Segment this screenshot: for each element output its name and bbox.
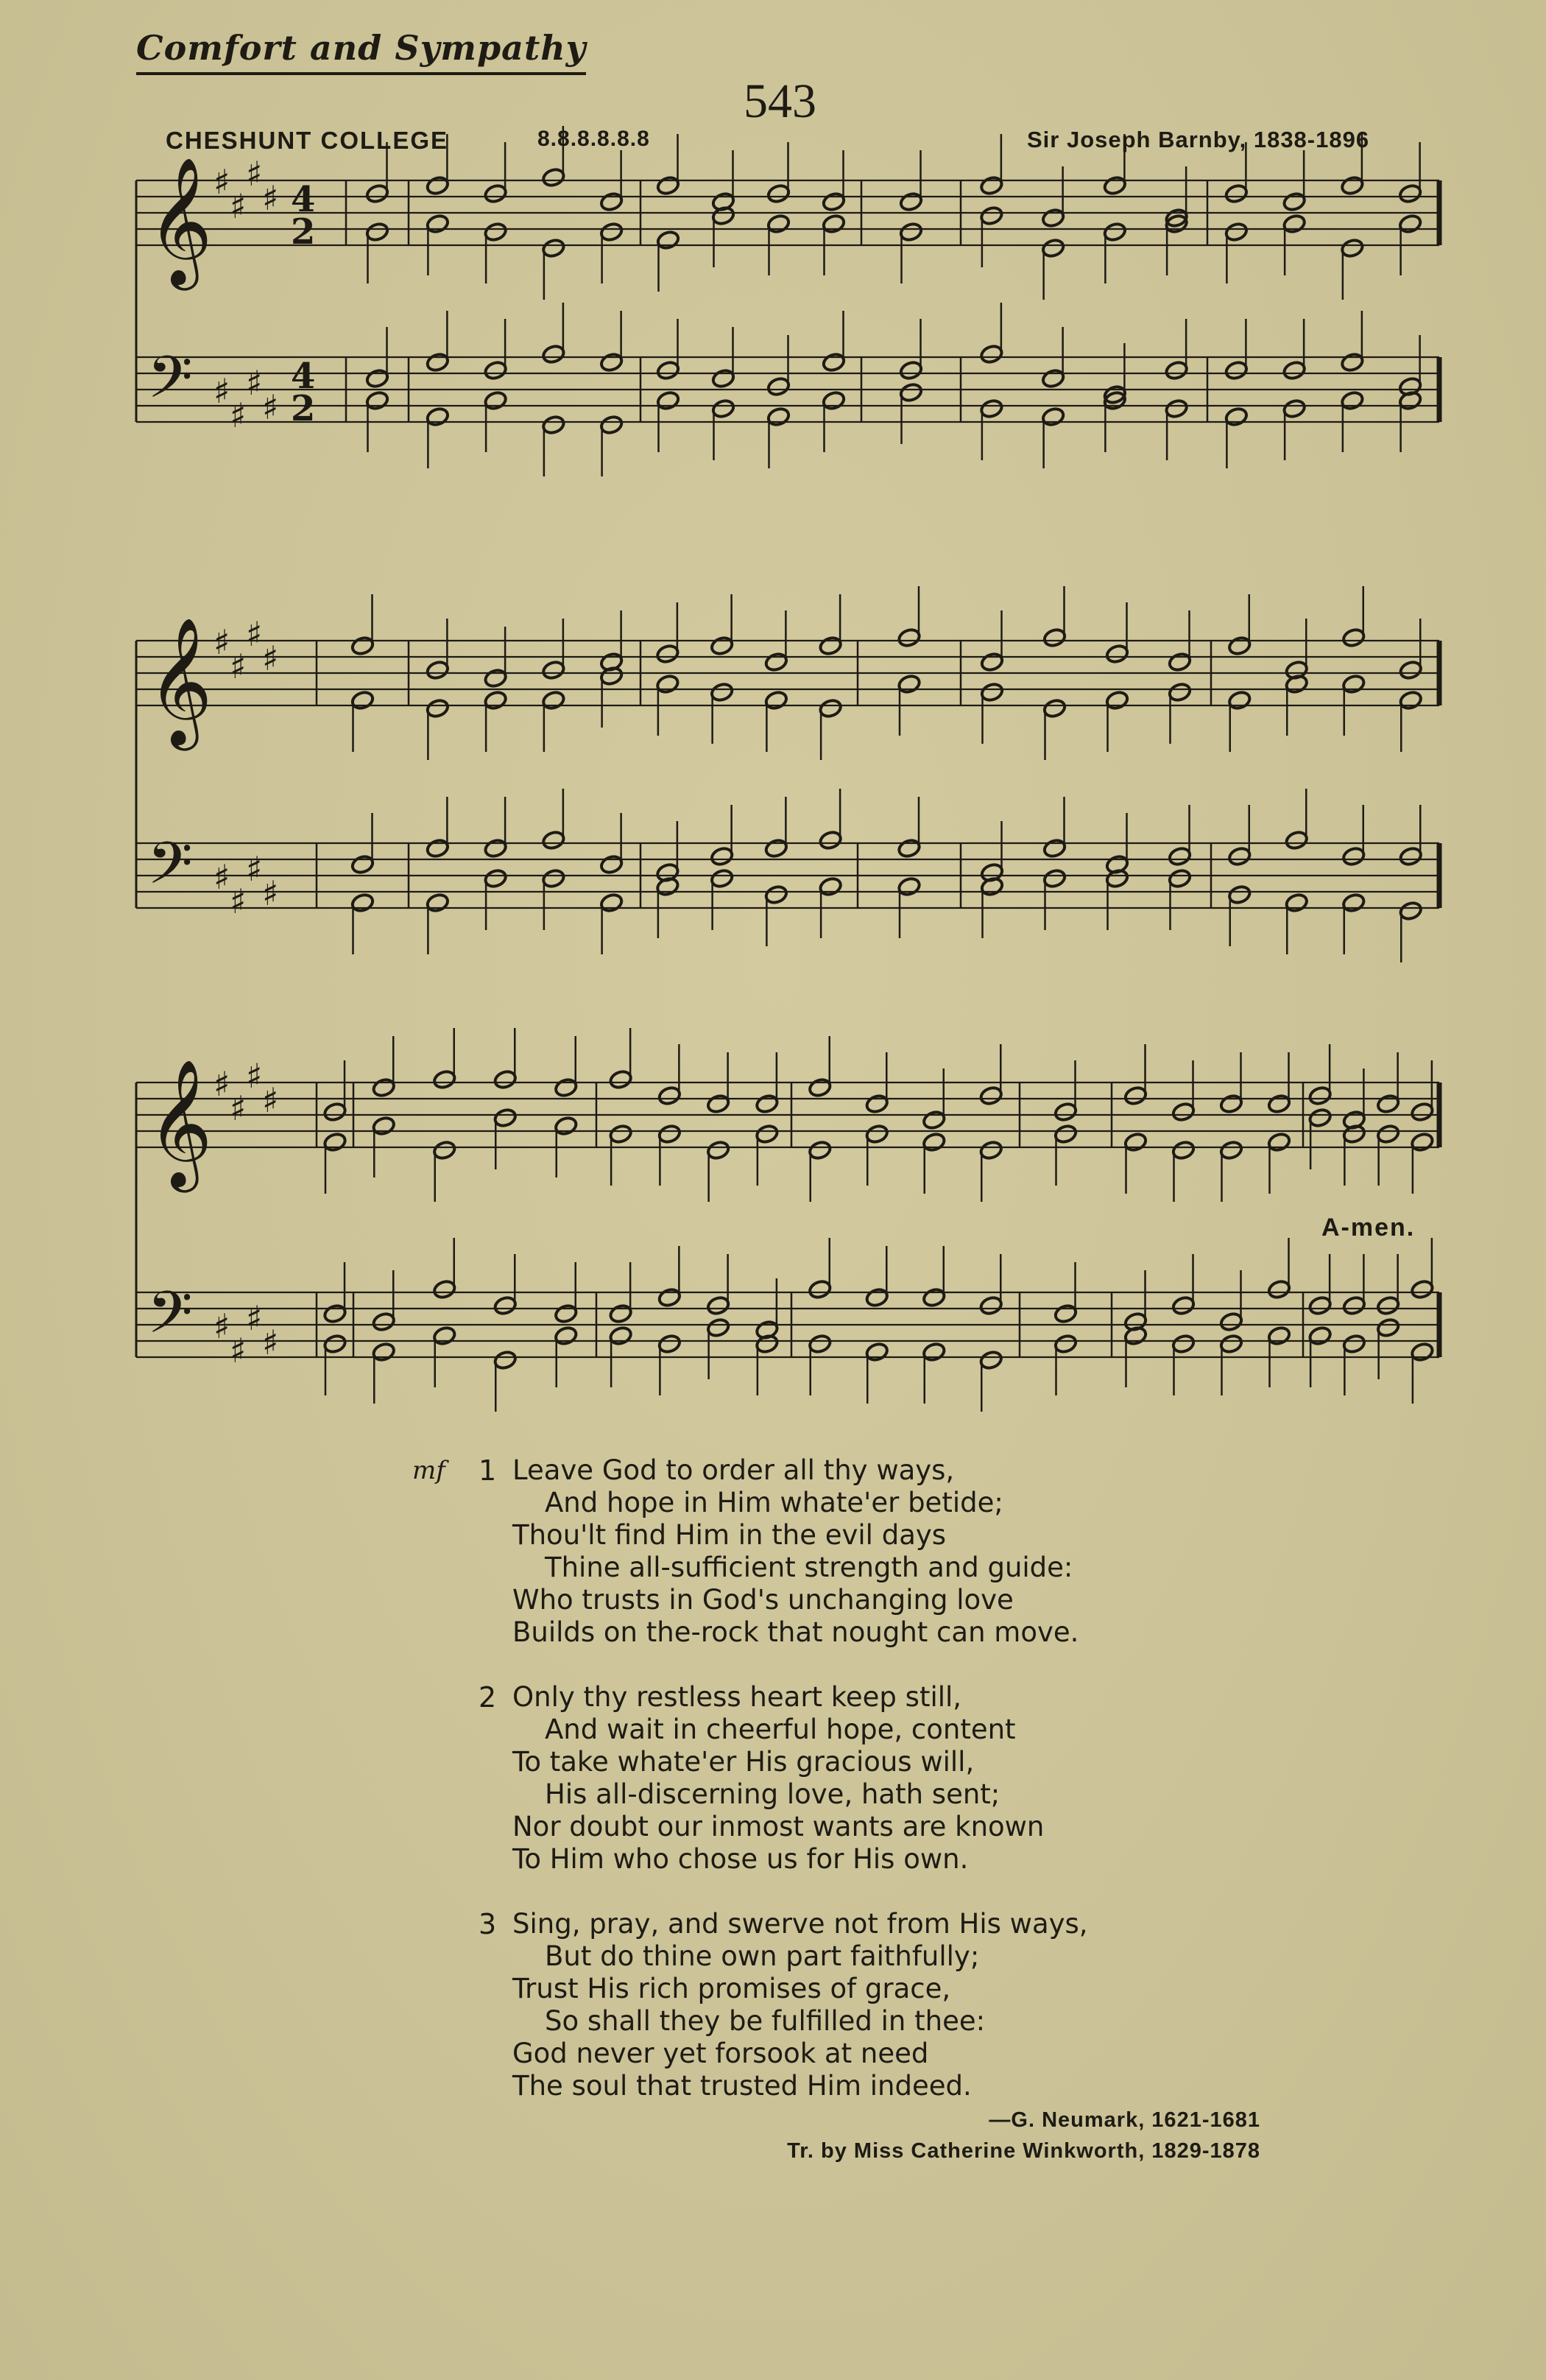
- bass-clef-glyph: 𝄢: [147, 343, 193, 426]
- note-head: [655, 674, 680, 694]
- composer: Sir Joseph Barnby, 1838-1896: [1027, 127, 1370, 152]
- sharp-glyph: ♯: [213, 857, 230, 897]
- note-head: [1103, 222, 1127, 242]
- note-head: [755, 1124, 779, 1144]
- note-head: [865, 1094, 889, 1114]
- note-head: [1282, 360, 1307, 381]
- note-head: [1105, 690, 1129, 711]
- note-head: [819, 876, 843, 897]
- note-head: [711, 368, 735, 389]
- note-head: [897, 674, 921, 694]
- note-head: [541, 830, 565, 851]
- verse-line: And hope in Him whate'er betide;: [545, 1487, 1003, 1518]
- note-head: [1267, 1279, 1291, 1300]
- note-head: [1041, 406, 1065, 427]
- note-head: [322, 1132, 347, 1152]
- sharp-glyph: ♯: [262, 387, 279, 427]
- note-head: [979, 398, 1003, 419]
- note-head: [766, 406, 791, 427]
- note-head: [922, 1342, 946, 1362]
- note-head: [484, 360, 508, 381]
- note-head: [808, 1279, 832, 1300]
- sharp-glyph: ♯: [262, 1080, 279, 1120]
- treble-clef-glyph: 𝄞: [147, 157, 213, 285]
- note-head: [808, 1334, 832, 1354]
- note-head: [365, 390, 389, 411]
- note-head: [432, 1279, 456, 1300]
- note-head: [865, 1342, 889, 1362]
- note-head: [493, 1069, 518, 1090]
- hymn-number: 543: [744, 74, 816, 128]
- note-head: [711, 398, 735, 419]
- time-signature-bottom: 2: [291, 388, 316, 429]
- note-head: [764, 690, 788, 711]
- time-signature-top: 4: [291, 356, 316, 397]
- note-head: [350, 892, 375, 913]
- note-head: [365, 222, 389, 242]
- note-head: [1376, 1295, 1400, 1316]
- sharp-glyph: ♯: [230, 395, 247, 435]
- note-head: [493, 1350, 518, 1370]
- note-head: [1398, 183, 1422, 204]
- note-head: [1308, 1108, 1333, 1128]
- note-head: [1042, 838, 1067, 859]
- note-head: [822, 191, 846, 212]
- sharp-glyph: ♯: [213, 162, 230, 202]
- note-head: [1042, 627, 1067, 648]
- note-head: [484, 690, 508, 711]
- note-head: [599, 415, 624, 435]
- note-head: [426, 892, 450, 913]
- note-head: [1341, 674, 1366, 694]
- note-head: [808, 1140, 832, 1161]
- note-head: [609, 1069, 633, 1090]
- note-head: [1123, 1085, 1148, 1106]
- note-head: [426, 175, 450, 196]
- verse-line: Sing, pray, and swerve not from His ways,: [512, 1908, 1088, 1940]
- note-head: [764, 884, 788, 905]
- note-head: [979, 1085, 1003, 1106]
- note-head: [1219, 1312, 1243, 1332]
- note-head: [1342, 1295, 1366, 1316]
- verse-line: Nor doubt our inmost wants are known: [512, 1811, 1045, 1842]
- note-head: [322, 1102, 347, 1122]
- verse-line: Trust His rich promises of grace,: [512, 1973, 951, 2004]
- note-head: [1340, 175, 1364, 196]
- note-head: [1308, 1295, 1333, 1316]
- verse-line: Who trusts in God's unchanging love: [512, 1584, 1014, 1616]
- note-head: [1171, 1140, 1196, 1161]
- note-head: [554, 1116, 578, 1136]
- note-head: [432, 1069, 456, 1090]
- sharp-glyph: ♯: [230, 647, 247, 686]
- note-head: [1053, 1334, 1078, 1354]
- note-head: [1285, 830, 1309, 851]
- note-head: [1340, 352, 1364, 373]
- amen-label: A-men.: [1321, 1214, 1416, 1242]
- note-head: [1410, 1132, 1434, 1152]
- note-head: [541, 868, 565, 889]
- note-head: [706, 1295, 730, 1316]
- note-head: [657, 1287, 682, 1308]
- sharp-glyph: ♯: [230, 881, 247, 921]
- verse-line: Only thy restless heart keep still,: [512, 1681, 962, 1713]
- translator-credit: Tr. by Miss Catherine Winkworth, 1829-1878: [787, 2139, 1260, 2163]
- note-head: [493, 1295, 518, 1316]
- note-head: [426, 214, 450, 234]
- note-head: [1410, 1279, 1434, 1300]
- note-head: [599, 352, 624, 373]
- verse-line: The soul that trusted Him indeed.: [512, 2070, 972, 2102]
- note-head: [541, 167, 565, 188]
- sharp-glyph: ♯: [213, 1064, 230, 1104]
- bass-clef-glyph: 𝄢: [147, 829, 193, 912]
- sharp-glyph: ♯: [246, 154, 263, 194]
- note-head: [599, 854, 624, 875]
- note-head: [484, 868, 508, 889]
- note-head: [1227, 846, 1252, 867]
- note-head: [764, 838, 788, 859]
- author-credit: —G. Neumark, 1621-1681: [989, 2108, 1260, 2132]
- note-head: [365, 368, 389, 389]
- note-head: [766, 376, 791, 397]
- note-head: [656, 175, 680, 196]
- note-head: [609, 1303, 633, 1324]
- note-head: [897, 627, 921, 648]
- note-head: [1282, 398, 1307, 419]
- note-head: [980, 682, 1004, 703]
- note-head: [1308, 1085, 1333, 1106]
- note-head: [656, 360, 680, 381]
- note-head: [808, 1077, 832, 1098]
- verse-line: And wait in cheerful hope, content: [545, 1714, 1016, 1745]
- note-head: [1168, 682, 1192, 703]
- note-head: [554, 1325, 578, 1346]
- note-head: [1341, 892, 1366, 913]
- note-head: [1399, 846, 1423, 867]
- note-head: [1219, 1140, 1243, 1161]
- note-head: [541, 344, 565, 365]
- credits: [648, 2108, 1260, 2170]
- note-head: [922, 1132, 946, 1152]
- note-head: [541, 690, 565, 711]
- note-head: [1340, 238, 1364, 258]
- note-head: [1168, 846, 1192, 867]
- note-head: [822, 390, 846, 411]
- verse-line: Thine all-sufficient strength and guide:: [545, 1552, 1073, 1583]
- note-head: [426, 406, 450, 427]
- note-head: [432, 1325, 456, 1346]
- dynamic-mark: mf: [412, 1456, 445, 1485]
- note-head: [484, 838, 508, 859]
- note-head: [1105, 644, 1129, 664]
- note-head: [1123, 1132, 1148, 1152]
- note-head: [599, 892, 624, 913]
- note-head: [710, 846, 734, 867]
- note-head: [706, 1317, 730, 1338]
- verse-line: To take whate'er His gracious will,: [512, 1746, 975, 1778]
- note-head: [706, 1140, 730, 1161]
- note-head: [1398, 214, 1422, 234]
- verse-2: [412, 1681, 1088, 1876]
- note-head: [1410, 1102, 1434, 1122]
- note-head: [484, 183, 508, 204]
- note-head: [609, 1124, 633, 1144]
- note-head: [655, 644, 680, 664]
- note-head: [1165, 398, 1189, 419]
- note-head: [350, 690, 375, 711]
- note-head: [426, 660, 450, 680]
- note-head: [1224, 406, 1249, 427]
- note-head: [656, 230, 680, 250]
- sharp-glyph: ♯: [262, 873, 279, 913]
- treble-clef-glyph: 𝄞: [147, 1059, 213, 1187]
- note-head: [979, 175, 1003, 196]
- note-head: [764, 652, 788, 672]
- meter: 8.8.8.8.8.8: [537, 127, 650, 151]
- note-head: [541, 415, 565, 435]
- note-head: [1267, 1094, 1291, 1114]
- verse-line: Thou'lt find Him in the evil days: [512, 1519, 947, 1551]
- sharp-glyph: ♯: [213, 1306, 230, 1346]
- note-head: [979, 1350, 1003, 1370]
- sharp-glyph: ♯: [246, 614, 263, 654]
- note-head: [599, 191, 624, 212]
- note-head: [1376, 1094, 1400, 1114]
- verse-line: To Him who chose us for His own.: [512, 1843, 969, 1875]
- note-head: [484, 668, 508, 689]
- note-head: [365, 183, 389, 204]
- note-head: [1041, 368, 1065, 389]
- note-head: [657, 1334, 682, 1354]
- bass-clef-glyph: 𝄢: [147, 1278, 193, 1361]
- note-head: [1267, 1325, 1291, 1346]
- note-head: [899, 360, 923, 381]
- sharp-glyph: ♯: [262, 1323, 279, 1362]
- note-head: [372, 1342, 396, 1362]
- note-head: [1342, 1334, 1366, 1354]
- note-head: [372, 1077, 396, 1098]
- note-head: [1227, 690, 1252, 711]
- note-head: [922, 1110, 946, 1130]
- sharp-glyph: ♯: [230, 1088, 247, 1128]
- note-head: [755, 1094, 779, 1114]
- note-head: [350, 636, 375, 656]
- note-head: [1399, 690, 1423, 711]
- note-head: [350, 854, 375, 875]
- note-head: [822, 214, 846, 234]
- verse-line: God never yet forsook at need: [512, 2038, 929, 2069]
- note-head: [822, 352, 846, 373]
- note-head: [1227, 636, 1252, 656]
- verse-1: [412, 1454, 1088, 1649]
- note-head: [656, 390, 680, 411]
- note-head: [979, 1295, 1003, 1316]
- note-head: [1399, 901, 1423, 921]
- note-head: [710, 868, 734, 889]
- note-head: [865, 1124, 889, 1144]
- note-head: [899, 191, 923, 212]
- sharp-glyph: ♯: [213, 371, 230, 411]
- note-head: [1282, 191, 1307, 212]
- note-head: [322, 1334, 347, 1354]
- sharp-glyph: ♯: [246, 1298, 263, 1338]
- note-head: [1053, 1303, 1078, 1324]
- note-head: [554, 1077, 578, 1098]
- note-head: [1168, 868, 1192, 889]
- sharp-glyph: ♯: [262, 638, 279, 678]
- note-head: [1285, 892, 1309, 913]
- note-head: [484, 222, 508, 242]
- sharp-glyph: ♯: [246, 1056, 263, 1096]
- note-head: [819, 698, 843, 719]
- verse-line: His all-discerning love, hath sent;: [545, 1778, 1000, 1810]
- note-head: [1053, 1102, 1078, 1122]
- note-head: [1219, 1334, 1243, 1354]
- note-head: [897, 838, 921, 859]
- note-head: [897, 876, 921, 897]
- note-head: [372, 1312, 396, 1332]
- note-head: [426, 698, 450, 719]
- note-head: [1171, 1334, 1196, 1354]
- time-signature-bottom: 2: [291, 211, 316, 253]
- verse-line: Leave God to order all thy ways,: [512, 1454, 955, 1486]
- verse-number: 2: [479, 1681, 497, 1714]
- note-head: [1308, 1325, 1333, 1346]
- section-title: Comfort and Sympathy: [136, 28, 586, 75]
- note-head: [1267, 1132, 1291, 1152]
- note-head: [432, 1140, 456, 1161]
- note-head: [1399, 660, 1423, 680]
- note-head: [1042, 868, 1067, 889]
- note-head: [1410, 1342, 1434, 1362]
- note-head: [599, 222, 624, 242]
- treble-clef-glyph: 𝄞: [147, 617, 213, 745]
- note-head: [819, 830, 843, 851]
- time-signature-top: 4: [291, 179, 316, 220]
- note-head: [1282, 214, 1307, 234]
- note-head: [979, 205, 1003, 226]
- note-head: [1168, 652, 1192, 672]
- note-head: [1042, 698, 1067, 719]
- note-head: [899, 382, 923, 403]
- verse-3: [412, 1908, 1088, 2102]
- tune-name: CHESHUNT COLLEGE: [166, 127, 449, 154]
- note-head: [1219, 1094, 1243, 1114]
- verse-line: So shall they be fulfilled in thee:: [545, 2005, 986, 2037]
- note-head: [899, 222, 923, 242]
- note-head: [1224, 360, 1249, 381]
- note-head: [322, 1303, 347, 1324]
- note-head: [657, 1124, 682, 1144]
- note-head: [1224, 183, 1249, 204]
- note-head: [1171, 1102, 1196, 1122]
- note-head: [980, 652, 1004, 672]
- sharp-glyph: ♯: [230, 1331, 247, 1370]
- sharp-glyph: ♯: [262, 178, 279, 218]
- note-head: [1171, 1295, 1196, 1316]
- note-head: [1053, 1124, 1078, 1144]
- note-head: [541, 238, 565, 258]
- note-head: [710, 636, 734, 656]
- verse-number: 3: [479, 1908, 497, 1940]
- note-head: [766, 183, 791, 204]
- verses: [412, 1454, 1088, 2135]
- note-head: [1227, 884, 1252, 905]
- note-head: [493, 1108, 518, 1128]
- sharp-glyph: ♯: [246, 849, 263, 889]
- note-head: [979, 344, 1003, 365]
- note-head: [609, 1325, 633, 1346]
- note-head: [372, 1116, 396, 1136]
- note-head: [710, 682, 734, 703]
- note-head: [1041, 238, 1065, 258]
- note-head: [1103, 175, 1127, 196]
- note-head: [1041, 208, 1065, 228]
- note-head: [1376, 1317, 1400, 1338]
- note-head: [541, 660, 565, 680]
- note-head: [1165, 360, 1189, 381]
- note-head: [922, 1287, 946, 1308]
- note-head: [657, 1085, 682, 1106]
- note-head: [1341, 627, 1366, 648]
- note-head: [979, 1140, 1003, 1161]
- note-head: [1340, 390, 1364, 411]
- note-head: [1341, 846, 1366, 867]
- note-head: [426, 838, 450, 859]
- note-head: [865, 1287, 889, 1308]
- note-head: [426, 352, 450, 373]
- verse-line: But do thine own part faithfully;: [545, 1940, 980, 1972]
- note-head: [819, 636, 843, 656]
- note-head: [484, 390, 508, 411]
- note-head: [554, 1303, 578, 1324]
- verse-line: Builds on the-rock that nought can move.: [512, 1616, 1079, 1648]
- note-head: [1224, 222, 1249, 242]
- sharp-glyph: ♯: [246, 363, 263, 403]
- verse-number: 1: [479, 1454, 497, 1487]
- sharp-glyph: ♯: [230, 186, 247, 226]
- note-head: [766, 214, 791, 234]
- note-head: [1376, 1124, 1400, 1144]
- sharp-glyph: ♯: [213, 622, 230, 662]
- note-head: [706, 1094, 730, 1114]
